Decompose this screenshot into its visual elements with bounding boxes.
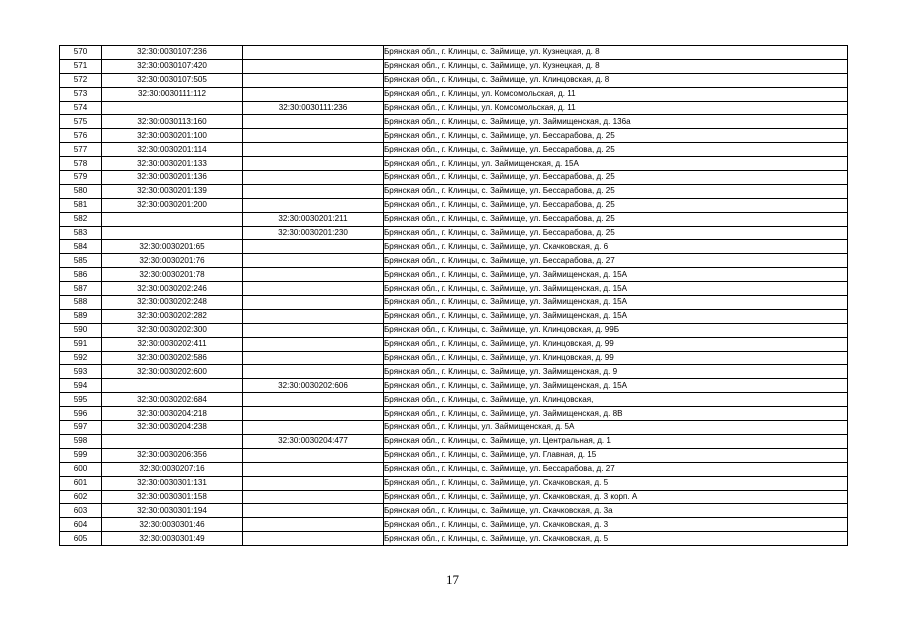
address-cell: Брянская обл., г. Клинцы, с. Займище, ул. Клинцовская, д. 99 bbox=[384, 351, 848, 365]
address-cell: Брянская обл., г. Клинцы, с. Займище, ул. Займищенская, д. 15А bbox=[384, 309, 848, 323]
row-number-cell: 588 bbox=[60, 296, 102, 310]
row-number-cell: 585 bbox=[60, 254, 102, 268]
cadastral-number-cell: 32:30:0030201:136 bbox=[102, 171, 243, 185]
address-cell: Брянская обл., г. Клинцы, с. Займище, ул. Бессарабова, д. 25 bbox=[384, 171, 848, 185]
table-row bbox=[60, 101, 848, 115]
address-cell: Брянская обл., г. Клинцы, с. Займище, ул. Займищенская, д. 136а bbox=[384, 115, 848, 129]
cadastral-number-cell: 32:30:0030202:586 bbox=[102, 351, 243, 365]
row-number-cell: 601 bbox=[60, 476, 102, 490]
table-row bbox=[60, 434, 848, 448]
cadastral-number-secondary-cell bbox=[243, 337, 384, 351]
row-number-cell: 576 bbox=[60, 129, 102, 143]
cadastral-number-secondary-cell bbox=[243, 532, 384, 546]
table-row bbox=[60, 532, 848, 546]
cadastral-number-secondary-cell: 32:30:0030204:477 bbox=[243, 434, 384, 448]
cadastral-number-secondary-cell bbox=[243, 296, 384, 310]
row-number-cell: 575 bbox=[60, 115, 102, 129]
row-number-cell: 583 bbox=[60, 226, 102, 240]
cadastral-number-cell: 32:30:0030201:114 bbox=[102, 143, 243, 157]
address-cell: Брянская обл., г. Клинцы, с. Займище, ул. Скачковская, д. 3 корп. А bbox=[384, 490, 848, 504]
row-number-cell: 572 bbox=[60, 73, 102, 87]
cadastral-number-cell: 32:30:0030201:100 bbox=[102, 129, 243, 143]
address-cell: Брянская обл., г. Клинцы, с. Займище, ул. Бессарабова, д. 27 bbox=[384, 254, 848, 268]
cadastral-number-cell: 32:30:0030202:300 bbox=[102, 323, 243, 337]
table-row bbox=[60, 309, 848, 323]
table-row bbox=[60, 365, 848, 379]
cadastral-number-cell: 32:30:0030301:49 bbox=[102, 532, 243, 546]
table-body bbox=[60, 46, 848, 546]
row-number-cell: 600 bbox=[60, 462, 102, 476]
row-number-cell: 586 bbox=[60, 268, 102, 282]
table-row bbox=[60, 184, 848, 198]
cadastral-number-cell: 32:30:0030107:420 bbox=[102, 59, 243, 73]
address-cell: Брянская обл., г. Клинцы, ул. Комсомольская, д. 11 bbox=[384, 101, 848, 115]
cadastral-number-secondary-cell bbox=[243, 282, 384, 296]
address-cell: Брянская обл., г. Клинцы, с. Займище, ул. Клинцовская, bbox=[384, 393, 848, 407]
cadastral-table bbox=[59, 45, 848, 546]
row-number-cell: 594 bbox=[60, 379, 102, 393]
row-number-cell: 598 bbox=[60, 434, 102, 448]
cadastral-number-cell: 32:30:0030202:246 bbox=[102, 282, 243, 296]
row-number-cell: 587 bbox=[60, 282, 102, 296]
row-number-cell: 573 bbox=[60, 87, 102, 101]
cadastral-number-secondary-cell bbox=[243, 323, 384, 337]
address-cell: Брянская обл., г. Клинцы, с. Займище, ул. Центральная, д. 1 bbox=[384, 434, 848, 448]
row-number-cell: 590 bbox=[60, 323, 102, 337]
cadastral-number-cell: 32:30:0030201:65 bbox=[102, 240, 243, 254]
address-cell: Брянская обл., г. Клинцы, с. Займище, ул. Кузнецкая, д. 8 bbox=[384, 46, 848, 60]
address-cell: Брянская обл., г. Клинцы, с. Займище, ул. Скачковская, д. 5 bbox=[384, 476, 848, 490]
cadastral-number-cell: 32:30:0030201:76 bbox=[102, 254, 243, 268]
table-row bbox=[60, 393, 848, 407]
address-cell: Брянская обл., г. Клинцы, с. Займище, ул. Бессарабова, д. 25 bbox=[384, 212, 848, 226]
cadastral-number-secondary-cell bbox=[243, 115, 384, 129]
address-cell: Брянская обл., г. Клинцы, с. Займище, ул. Скачковская, д. 5 bbox=[384, 532, 848, 546]
cadastral-number-secondary-cell bbox=[243, 490, 384, 504]
table-row bbox=[60, 240, 848, 254]
cadastral-number-cell: 32:30:0030301:194 bbox=[102, 504, 243, 518]
address-cell: Брянская обл., г. Клинцы, с. Займище, ул. Скачковская, д. 6 bbox=[384, 240, 848, 254]
address-cell: Брянская обл., г. Клинцы, с. Займище, ул. Кузнецкая, д. 8 bbox=[384, 59, 848, 73]
row-number-cell: 589 bbox=[60, 309, 102, 323]
cadastral-number-secondary-cell bbox=[243, 518, 384, 532]
row-number-cell: 574 bbox=[60, 101, 102, 115]
table-row bbox=[60, 171, 848, 185]
table-row bbox=[60, 212, 848, 226]
row-number-cell: 592 bbox=[60, 351, 102, 365]
cadastral-number-secondary-cell bbox=[243, 309, 384, 323]
row-number-cell: 584 bbox=[60, 240, 102, 254]
cadastral-number-cell: 32:30:0030202:282 bbox=[102, 309, 243, 323]
table-row bbox=[60, 157, 848, 171]
row-number-cell: 591 bbox=[60, 337, 102, 351]
table-row bbox=[60, 226, 848, 240]
cadastral-number-secondary-cell bbox=[243, 407, 384, 421]
address-cell: Брянская обл., г. Клинцы, с. Займище, ул. Займищенская, д. 15А bbox=[384, 296, 848, 310]
table-row bbox=[60, 143, 848, 157]
address-cell: Брянская обл., г. Клинцы, с. Займище, ул. Главная, д. 15 bbox=[384, 448, 848, 462]
cadastral-number-cell: 32:30:0030202:411 bbox=[102, 337, 243, 351]
address-cell: Брянская обл., г. Клинцы, с. Займище, ул. Бессарабова, д. 25 bbox=[384, 226, 848, 240]
row-number-cell: 580 bbox=[60, 184, 102, 198]
cadastral-number-secondary-cell bbox=[243, 365, 384, 379]
cadastral-number-cell: 32:30:0030202:600 bbox=[102, 365, 243, 379]
cadastral-number-secondary-cell: 32:30:0030201:211 bbox=[243, 212, 384, 226]
cadastral-number-secondary-cell bbox=[243, 198, 384, 212]
cadastral-number-cell: 32:30:0030301:131 bbox=[102, 476, 243, 490]
cadastral-number-secondary-cell bbox=[243, 129, 384, 143]
cadastral-number-secondary-cell bbox=[243, 59, 384, 73]
address-cell: Брянская обл., г. Клинцы, с. Займище, ул. Скачковская, д. 3 bbox=[384, 518, 848, 532]
cadastral-number-cell: 32:30:0030201:200 bbox=[102, 198, 243, 212]
table-row bbox=[60, 296, 848, 310]
row-number-cell: 603 bbox=[60, 504, 102, 518]
cadastral-number-secondary-cell bbox=[243, 351, 384, 365]
row-number-cell: 579 bbox=[60, 171, 102, 185]
row-number-cell: 593 bbox=[60, 365, 102, 379]
cadastral-number-cell: 32:30:0030202:684 bbox=[102, 393, 243, 407]
cadastral-number-cell bbox=[102, 434, 243, 448]
table-row bbox=[60, 87, 848, 101]
table-row bbox=[60, 518, 848, 532]
cadastral-number-secondary-cell bbox=[243, 143, 384, 157]
cadastral-number-secondary-cell bbox=[243, 421, 384, 435]
cadastral-number-secondary-cell bbox=[243, 46, 384, 60]
table-row bbox=[60, 379, 848, 393]
address-cell: Брянская обл., г. Клинцы, с. Займище, ул. Займищенская, д. 15А bbox=[384, 282, 848, 296]
cadastral-number-secondary-cell bbox=[243, 171, 384, 185]
address-cell: Брянская обл., г. Клинцы, ул. Займищенская, д. 5А bbox=[384, 421, 848, 435]
cadastral-number-cell: 32:30:0030204:238 bbox=[102, 421, 243, 435]
table-row bbox=[60, 490, 848, 504]
address-cell: Брянская обл., г. Клинцы, ул. Займищенская, д. 15А bbox=[384, 157, 848, 171]
cadastral-number-secondary-cell bbox=[243, 462, 384, 476]
cadastral-number-cell: 32:30:0030201:133 bbox=[102, 157, 243, 171]
address-cell: Брянская обл., г. Клинцы, с. Займище, ул. Займищенская, д. 8В bbox=[384, 407, 848, 421]
cadastral-number-secondary-cell bbox=[243, 393, 384, 407]
cadastral-number-cell bbox=[102, 226, 243, 240]
table-row bbox=[60, 504, 848, 518]
cadastral-number-cell: 32:30:0030207:16 bbox=[102, 462, 243, 476]
table-row bbox=[60, 448, 848, 462]
row-number-cell: 599 bbox=[60, 448, 102, 462]
table-row bbox=[60, 407, 848, 421]
row-number-cell: 582 bbox=[60, 212, 102, 226]
cadastral-number-cell: 32:30:0030107:236 bbox=[102, 46, 243, 60]
cadastral-number-secondary-cell bbox=[243, 504, 384, 518]
table-row bbox=[60, 254, 848, 268]
address-cell: Брянская обл., г. Клинцы, с. Займище, ул. Бессарабова, д. 25 bbox=[384, 143, 848, 157]
table-row bbox=[60, 115, 848, 129]
cadastral-number-cell: 32:30:0030201:139 bbox=[102, 184, 243, 198]
cadastral-number-secondary-cell bbox=[243, 240, 384, 254]
address-cell: Брянская обл., г. Клинцы, с. Займище, ул. Скачковская, д. 3а bbox=[384, 504, 848, 518]
address-cell: Брянская обл., г. Клинцы, с. Займище, ул. Бессарабова, д. 27 bbox=[384, 462, 848, 476]
address-cell: Брянская обл., г. Клинцы, с. Займище, ул. Клинцовская, д. 8 bbox=[384, 73, 848, 87]
row-number-cell: 581 bbox=[60, 198, 102, 212]
cadastral-number-secondary-cell bbox=[243, 87, 384, 101]
row-number-cell: 605 bbox=[60, 532, 102, 546]
address-cell: Брянская обл., г. Клинцы, с. Займище, ул. Займищенская, д. 9 bbox=[384, 365, 848, 379]
address-cell: Брянская обл., г. Клинцы, с. Займище, ул. Клинцовская, д. 99 bbox=[384, 337, 848, 351]
address-cell: Брянская обл., г. Клинцы, с. Займище, ул. Бессарабова, д. 25 bbox=[384, 198, 848, 212]
table-row bbox=[60, 129, 848, 143]
row-number-cell: 602 bbox=[60, 490, 102, 504]
table-row bbox=[60, 268, 848, 282]
row-number-cell: 595 bbox=[60, 393, 102, 407]
cadastral-number-secondary-cell bbox=[243, 254, 384, 268]
row-number-cell: 578 bbox=[60, 157, 102, 171]
page-number: 17 bbox=[446, 572, 459, 587]
cadastral-number-cell: 32:30:0030301:46 bbox=[102, 518, 243, 532]
cadastral-number-secondary-cell bbox=[243, 448, 384, 462]
table-row bbox=[60, 73, 848, 87]
cadastral-number-secondary-cell: 32:30:0030111:236 bbox=[243, 101, 384, 115]
table-row bbox=[60, 46, 848, 60]
row-number-cell: 596 bbox=[60, 407, 102, 421]
row-number-cell: 571 bbox=[60, 59, 102, 73]
row-number-cell: 577 bbox=[60, 143, 102, 157]
table-row bbox=[60, 462, 848, 476]
table-row bbox=[60, 282, 848, 296]
cadastral-number-secondary-cell bbox=[243, 476, 384, 490]
table-row bbox=[60, 337, 848, 351]
row-number-cell: 604 bbox=[60, 518, 102, 532]
cadastral-number-secondary-cell: 32:30:0030202:606 bbox=[243, 379, 384, 393]
cadastral-number-cell bbox=[102, 101, 243, 115]
cadastral-number-cell bbox=[102, 212, 243, 226]
cadastral-number-secondary-cell bbox=[243, 157, 384, 171]
table-row bbox=[60, 476, 848, 490]
address-cell: Брянская обл., г. Клинцы, с. Займище, ул. Бессарабова, д. 25 bbox=[384, 184, 848, 198]
cadastral-number-cell: 32:30:0030111:112 bbox=[102, 87, 243, 101]
row-number-cell: 597 bbox=[60, 421, 102, 435]
cadastral-number-cell: 32:30:0030201:78 bbox=[102, 268, 243, 282]
table-row bbox=[60, 323, 848, 337]
address-cell: Брянская обл., г. Клинцы, с. Займище, ул. Бессарабова, д. 25 bbox=[384, 129, 848, 143]
cadastral-number-cell: 32:30:0030107:505 bbox=[102, 73, 243, 87]
cadastral-number-cell: 32:30:0030206:356 bbox=[102, 448, 243, 462]
table-row bbox=[60, 351, 848, 365]
cadastral-number-cell: 32:30:0030202:248 bbox=[102, 296, 243, 310]
address-cell: Брянская обл., г. Клинцы, с. Займище, ул. Клинцовская, д. 99Б bbox=[384, 323, 848, 337]
cadastral-number-cell: 32:30:0030113:160 bbox=[102, 115, 243, 129]
address-cell: Брянская обл., г. Клинцы, ул. Комсомольская, д. 11 bbox=[384, 87, 848, 101]
address-cell: Брянская обл., г. Клинцы, с. Займище, ул. Займищенская, д. 15А bbox=[384, 268, 848, 282]
table-row bbox=[60, 421, 848, 435]
table-row bbox=[60, 59, 848, 73]
cadastral-number-cell bbox=[102, 379, 243, 393]
row-number-cell: 570 bbox=[60, 46, 102, 60]
address-cell: Брянская обл., г. Клинцы, с. Займище, ул. Займищенская, д. 15А bbox=[384, 379, 848, 393]
cadastral-number-secondary-cell: 32:30:0030201:230 bbox=[243, 226, 384, 240]
cadastral-number-secondary-cell bbox=[243, 268, 384, 282]
table-row bbox=[60, 198, 848, 212]
cadastral-number-secondary-cell bbox=[243, 184, 384, 198]
cadastral-number-secondary-cell bbox=[243, 73, 384, 87]
cadastral-number-cell: 32:30:0030204:218 bbox=[102, 407, 243, 421]
cadastral-number-cell: 32:30:0030301:158 bbox=[102, 490, 243, 504]
